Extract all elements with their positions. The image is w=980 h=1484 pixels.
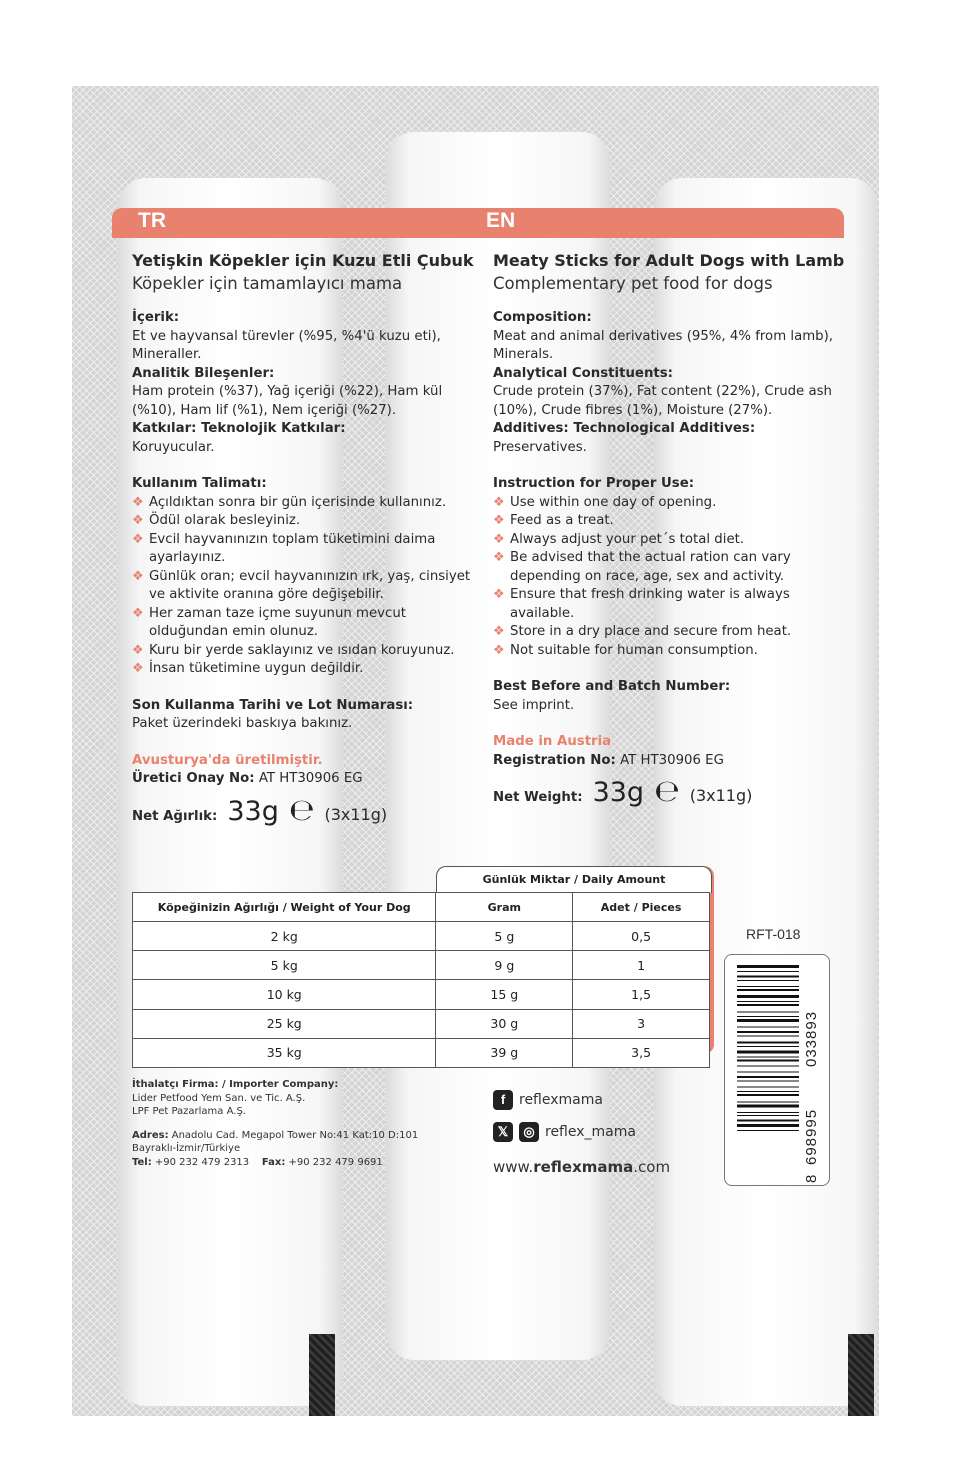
list-item: ❖ Açıldıktan sonra bir gün içerisinde kullanınız. [132,494,482,513]
barcode-bar [737,1012,799,1013]
barcode-bar [737,971,799,972]
barcode-bar [737,1105,799,1108]
tr-title: Yetişkin Köpekler için Kuzu Etli Çubuk [132,251,474,270]
barcode-bar [737,1094,799,1096]
en-column [493,250,853,810]
paw-icon: ❖ [132,494,144,510]
paw-icon: ❖ [493,531,505,547]
en-title: Meaty Sticks for Adult Dogs with Lamb [493,251,845,270]
en-registration: Registration No: AT HT30906 EG [493,752,724,768]
x-icon: 𝕏 [493,1122,513,1142]
list-item: ❖ İnsan tüketimine uygun değildir. [132,660,482,679]
list-item: ❖ Store in a dry place and secure from heat. [493,623,853,642]
daily-amount-header: Günlük Miktar / Daily Amount [436,866,712,893]
barcode-group-2: 033893 [803,1010,820,1067]
seal-mark-left [309,1334,335,1416]
barcode-bar [737,1036,799,1037]
en-net-weight: Net Weight: 33g ℮ (3x11g) [493,774,753,809]
barcode-bar [737,1130,799,1131]
paw-icon: ❖ [132,531,144,547]
barcode-bar [737,1051,799,1054]
barcode-bar [737,1124,799,1127]
tr-origin: Avusturya'da üretilmiştir. [132,752,323,768]
pieces-column-header: Adet / Pieces [573,893,710,922]
paw-icon: ❖ [493,550,505,565]
list-item: ❖ Ensure that fresh drinking water is always available. [493,587,790,621]
tab-en: EN [486,209,516,232]
barcode-bar [737,980,799,981]
importer-heading: İthalatçı Firma: / Importer Company: [132,1079,339,1090]
paw-icon: ❖ [132,661,144,676]
paw-icon: ❖ [132,642,144,658]
barcode-bar [737,1091,799,1092]
tr-analytic: Ham protein (%37), Yağ içeriği (%22), Ham kül (%10), Ham lif (%1), Nem içeriği (%27). [132,384,443,418]
tr-additives-heading: Katkılar: Teknolojik Katkılar: [132,421,346,436]
facebook-icon: f [493,1090,513,1110]
barcode-bar [737,1016,799,1017]
barcode-bar [737,1042,799,1044]
list-item: ❖ Evcil hayvanınızın toplam tüketimini daima ayarlayınız. [132,531,436,565]
product-code: RFT-018 [746,926,801,942]
en-expiry: See imprint. [493,697,575,713]
barcode-bar [737,1112,799,1113]
tr-approval: Üretici Onay No: AT HT30906 EG [132,771,363,786]
en-subtitle: Complementary pet food for dogs [493,274,773,293]
x-instagram-link[interactable]: 𝕏 ◎ reflex_mama [493,1122,636,1142]
en-additives-heading: Additives: Technological Additives: [493,421,756,436]
barcode-bar [737,1076,799,1078]
paw-icon: ❖ [493,624,505,639]
paw-icon: ❖ [493,642,505,658]
list-item: ❖ Not suitable for human consumption. [493,642,853,661]
list-item: ❖ Feed as a treat. [493,512,853,531]
website-link[interactable]: www.reflexmama.com [493,1158,671,1176]
barcode-bar [737,1001,799,1002]
en-composition: Meat and animal derivatives (95%, 4% from lamb), Minerals. [493,328,834,362]
seal-mark-right [848,1334,874,1416]
table-row: 35 kg 39 g 3,5 [133,1038,710,1067]
tr-composition-heading: İçerik: [132,310,180,325]
barcode-bar [737,986,799,987]
barcode-bar [737,1115,799,1116]
estimated-sign-icon: ℮ [288,792,315,828]
barcode-bar [737,965,799,968]
header-band [112,208,844,238]
list-item: ❖ Günlük oran; evcil hayvanınızın ırk, yaş, cinsiyet ve aktivite oranına göre değişebilir. [132,568,471,602]
barcode-bar [737,1027,799,1028]
list-item: ❖ Her zaman taze içme suyunun mevcut olduğundan emin olunuz. [132,605,406,639]
importer-phone: Tel: +90 232 479 2313 Fax: +90 232 479 9691 [132,1156,383,1168]
paw-icon: ❖ [132,605,144,621]
facebook-link[interactable]: f reflexmama [493,1090,603,1110]
tab-tr: TR [138,209,166,232]
barcode-bar [737,1066,799,1067]
en-analytic: Crude protein (37%), Fat content (22%), Crude ash (10%), Crude fibres (1%), Moisture (27%). [493,384,832,418]
importer-info [132,1078,418,1169]
tr-expiry: Paket üzerindeki baskıya bakınız. [132,716,353,731]
barcode-bar [737,1057,799,1058]
barcode-first-digit: 8 [803,1174,820,1183]
importer-company: Lider Petfood Yem San. ve Tic. A.Ş. [132,1092,306,1104]
table-row: 25 kg 30 g 3 [133,1009,710,1038]
importer-city: Bayraklı-İzmir/Türkiye [132,1143,241,1154]
list-item: ❖ Be advised that the actual ration can vary depending on race, age, sex and activity. [493,550,791,584]
table-row: 2 kg 5 g 0,5 [133,922,710,951]
en-additives: Preservatives. [493,439,587,455]
importer-address: Adres: Anadolu Cad. Megapol Tower No:41 Kat:10 D:101 [132,1129,419,1141]
paw-icon: ❖ [132,568,144,584]
tr-column [132,250,482,829]
barcode-bar [737,1019,799,1022]
tr-usage-heading: Kullanım Talimatı: [132,476,267,491]
barcode-bar [737,1120,799,1122]
tr-subtitle: Köpekler için tamamlayıcı mama [132,274,403,293]
tr-composition: Et ve hayvansal türevler (%95, %4'ü kuzu eti), Mineraller. [132,328,441,362]
list-item: ❖ Use within one day of opening. [493,494,853,513]
barcode-bar [737,1087,799,1088]
barcode-bar [737,1072,799,1073]
en-usage-list [493,494,853,661]
barcode-bar [737,1102,799,1103]
paw-icon: ❖ [493,494,505,510]
list-item: ❖ Ödül olarak besleyiniz. [132,512,482,531]
barcode-bar [737,1081,799,1082]
tr-usage-list [132,494,482,679]
barcode-bar [737,1031,799,1033]
importer-company: LPF Pet Pazarlama A.Ş. [132,1106,246,1117]
barcode-bar [737,989,799,991]
list-item: ❖ Kuru bir yerde saklayınız ve ısıdan koruyunuz. [132,642,482,661]
en-usage-heading: Instruction for Proper Use: [493,476,695,491]
en-composition-heading: Composition: [493,310,592,325]
table-row: 10 kg 15 g 1,5 [133,980,710,1009]
tr-additives: Koruyucular. [132,439,215,455]
tr-expiry-heading: Son Kullanma Tarihi ve Lot Numarası: [132,697,414,713]
estimated-sign-icon: ℮ [654,774,680,809]
barcode-bar [737,1004,799,1006]
barcode-bar [737,976,799,978]
barcode [724,954,830,1186]
table-row: 5 kg 9 g 1 [133,951,710,980]
en-analytic-heading: Analytical Constituents: [493,365,673,381]
en-expiry-heading: Best Before and Batch Number: [493,679,731,694]
barcode-group-1: 698995 [803,1108,820,1165]
paw-icon: ❖ [493,513,505,528]
barcode-bar [737,1060,799,1062]
instagram-icon: ◎ [519,1122,539,1142]
barcode-bar [737,995,799,998]
barcode-bar [737,1046,799,1047]
tr-net-weight: Net Ağırlık: 33g ℮ (3x11g) [132,792,388,828]
paw-icon: ❖ [132,513,144,528]
tr-analytic-heading: Analitik Bileşenler: [132,365,275,381]
weight-column-header: Köpeğinizin Ağırlığı / Weight of Your Dog [133,893,436,922]
list-item: ❖ Always adjust your pet´s total diet. [493,531,853,550]
paw-icon: ❖ [493,587,505,602]
en-origin: Made in Austria [493,734,612,749]
gram-column-header: Gram [436,893,573,922]
feeding-table [132,866,714,1061]
